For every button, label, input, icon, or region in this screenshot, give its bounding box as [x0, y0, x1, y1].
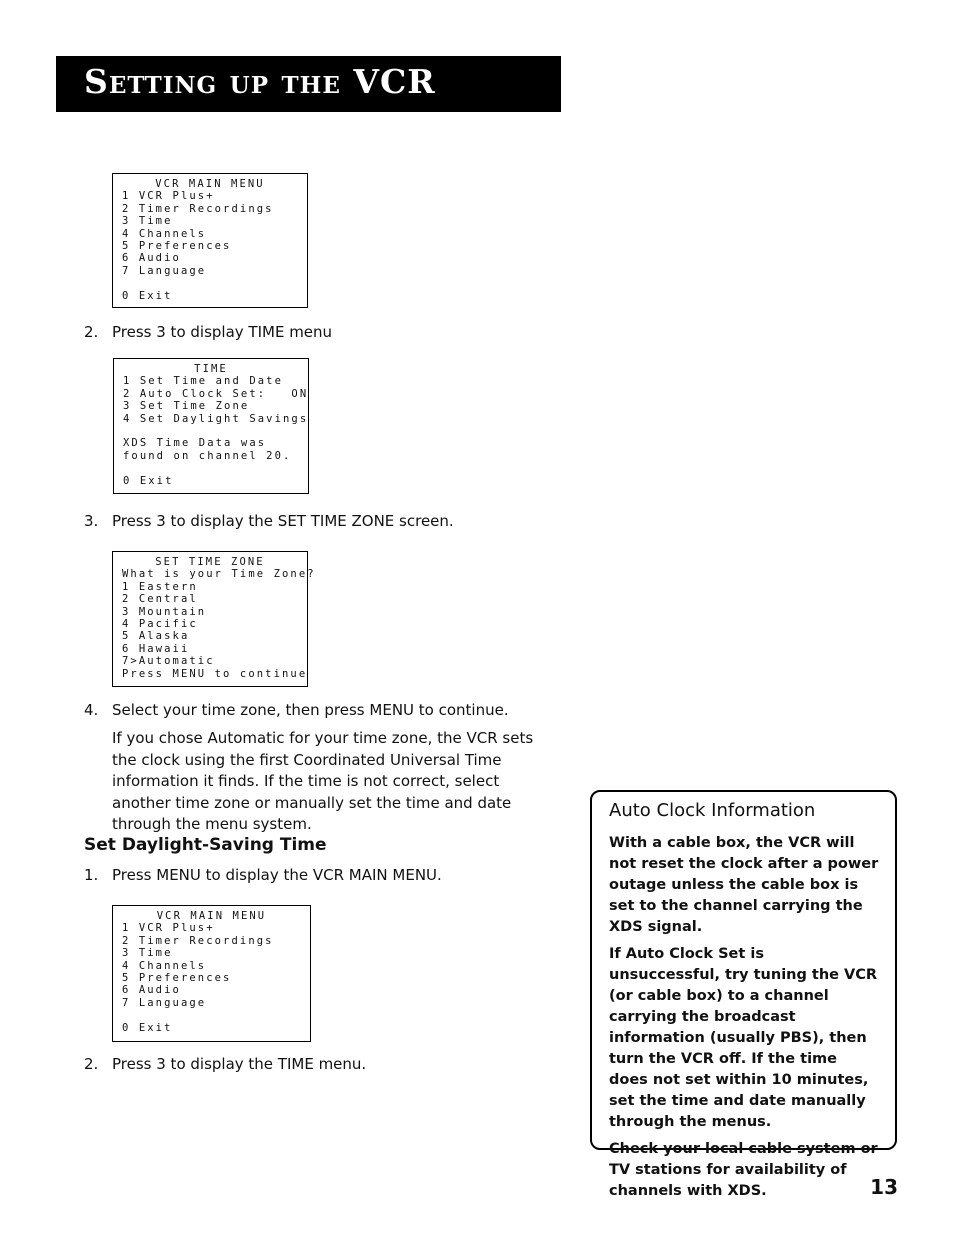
- screen-line: 6 Hawaii: [122, 642, 190, 655]
- step-text: Press 3 to display the SET TIME ZONE screen.: [112, 512, 454, 530]
- vcr-main-menu-screen-1: [112, 173, 308, 308]
- header-bar: [56, 56, 561, 112]
- step-number: 1.: [84, 866, 99, 884]
- screen-line: 6 Audio: [122, 984, 181, 997]
- set-time-zone-screen: [112, 551, 316, 687]
- screen-line: [123, 425, 308, 437]
- screen-line: 7 Language: [122, 996, 207, 1009]
- screen-line: [122, 277, 307, 289]
- step-press-menu: [84, 866, 442, 884]
- screen-line: 4 Set Daylight Savings: [123, 412, 309, 425]
- screen-title: TIME: [194, 363, 228, 375]
- screen-line: 1 VCR Plus+: [122, 922, 215, 935]
- sidebar-paragraph: Check your local cable system or TV stations for availability of channels with XDS.: [609, 1141, 878, 1199]
- screen-line: 2 Timer Recordings: [122, 202, 274, 215]
- sidebar-paragraph: If Auto Clock Set is unsuccessful, try tuning the VCR (or cable box) to a channel carrying the broadcast information (usually PBS), then turn the VCR off. If the time does not set within 10 minutes, set the time and date manually through the menus.: [609, 946, 878, 1130]
- screen-line: 0 Exit: [123, 474, 174, 487]
- screen-line: 1 Eastern: [122, 580, 198, 593]
- screen-line: 5 Preferences: [122, 239, 232, 252]
- step-press-3-set-time-zone: [84, 512, 454, 530]
- screen-line: 3 Mountain: [122, 605, 207, 618]
- screen-title: SET TIME ZONE: [155, 556, 265, 568]
- screen-line: [123, 462, 308, 474]
- step-number: 3.: [84, 512, 99, 530]
- screen-line: 0 Exit: [122, 1021, 173, 1034]
- page-title: Setting up the VCR: [84, 62, 436, 101]
- step-number: 4.: [84, 701, 99, 719]
- step-press-3-time-menu: [84, 323, 332, 341]
- screen-line: 5 Preferences: [122, 971, 232, 984]
- screen-line: 7 Language: [122, 264, 207, 277]
- screen-line: Press MENU to continue: [122, 667, 308, 680]
- step-press-3-time-menu-2: [84, 1055, 366, 1073]
- screen-line: 4 Channels: [122, 227, 207, 240]
- screen-line: 2 Central: [122, 593, 198, 606]
- screen-line: found on channel 20.: [123, 449, 292, 462]
- screen-line: XDS Time Data was: [123, 437, 267, 450]
- screen-title: VCR MAIN MENU: [156, 910, 267, 922]
- screen-line: 1 VCR Plus+: [122, 190, 215, 203]
- screen-line: 0 Exit: [122, 289, 173, 302]
- sidebar-paragraph: With a cable box, the VCR will not reset the clock after a power outage unless the cable box is set to the channel carrying the XDS signal.: [609, 835, 879, 935]
- screen-line: 3 Time: [122, 947, 173, 960]
- screen-line: What is your Time Zone?: [122, 568, 316, 581]
- screen-line: 3 Time: [122, 215, 173, 228]
- time-menu-screen: [113, 358, 309, 494]
- screen-line: 2 Auto Clock Set: ON: [123, 387, 309, 400]
- screen-line: 1 Set Time and Date: [123, 375, 284, 388]
- screen-line: 2 Timer Recordings: [122, 934, 274, 947]
- step-text: Press 3 to display the TIME menu.: [112, 1055, 367, 1073]
- sidebar-title: Auto Clock Information: [609, 800, 816, 821]
- vcr-main-menu-screen-2: [112, 905, 311, 1042]
- screen-line: [122, 1009, 310, 1021]
- step-number: 2.: [84, 323, 99, 341]
- screen-line: 5 Alaska: [122, 630, 190, 643]
- screen-line: 4 Channels: [122, 959, 207, 972]
- screen-line: 3 Set Time Zone: [123, 400, 250, 413]
- step-number: 2.: [84, 1055, 99, 1073]
- page-number: 13: [870, 1175, 898, 1199]
- screen-line: 7>Automatic: [122, 655, 215, 668]
- automatic-time-zone-paragraph: If you chose Automatic for your time zone, the VCR sets the clock using the first Coordinated Universal Time information it finds. If the time is not correct, select another time zone or manually set the time and date through the menu system.: [112, 729, 534, 833]
- step-text: Press 3 to display TIME menu: [112, 323, 333, 341]
- screen-title: VCR MAIN MENU: [155, 178, 265, 190]
- step-select-time-zone: [84, 701, 509, 719]
- section-heading: Set Daylight-Saving Time: [84, 835, 327, 855]
- screen-line: 6 Audio: [122, 252, 181, 265]
- step-text: Select your time zone, then press MENU to continue.: [112, 701, 509, 719]
- step-text: Press MENU to display the VCR MAIN MENU.: [112, 866, 442, 884]
- screen-line: 4 Pacific: [122, 617, 198, 630]
